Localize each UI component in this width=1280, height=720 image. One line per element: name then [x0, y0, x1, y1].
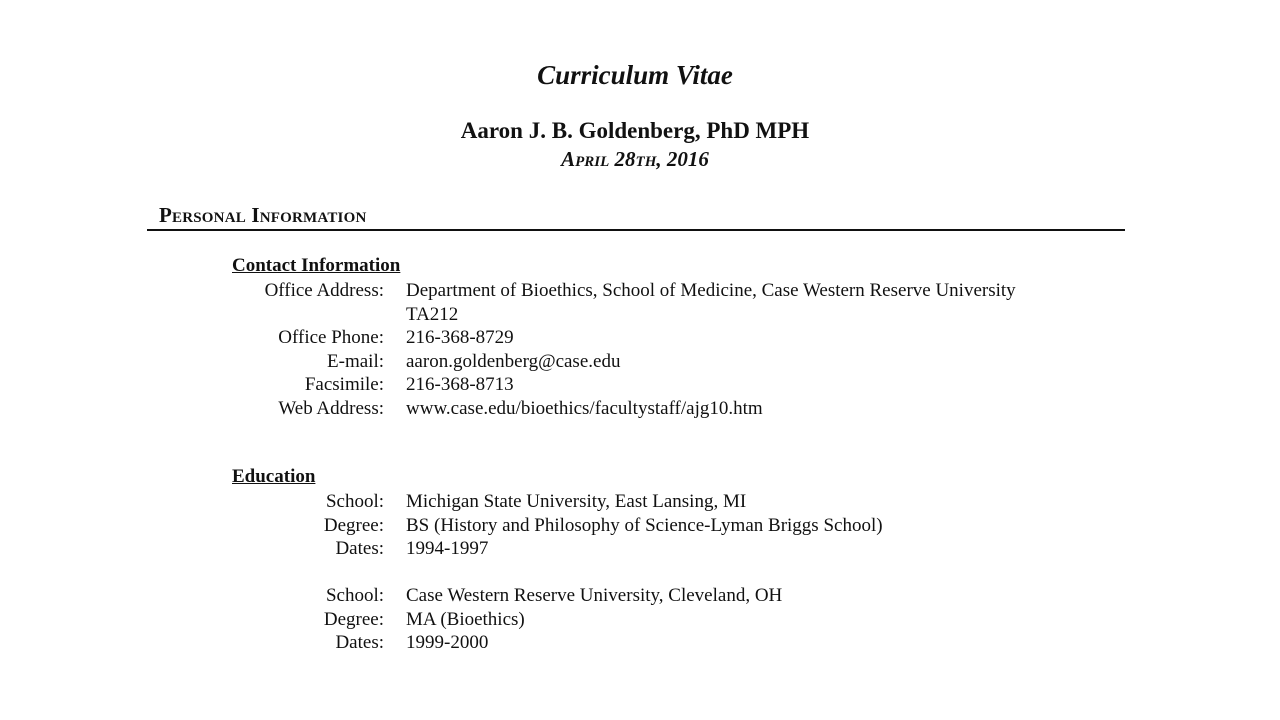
person-name: Aaron J. B. Goldenberg, PhD MPH: [460, 118, 810, 143]
contact-label: Facsimile:: [304, 374, 384, 395]
education-value: Case Western Reserve University, Cleveland, OH: [406, 585, 783, 606]
cv-date: April 28th, 2016: [561, 147, 709, 171]
contact-row-office-phone: [232, 326, 1132, 350]
contact-row-facsimile: [232, 373, 1132, 397]
education-value: Michigan State University, East Lansing, MI: [406, 491, 747, 512]
education-row-dates: [232, 537, 1132, 561]
contact-value: www.case.edu/bioethics/facultystaff/ajg10.htm: [406, 397, 763, 419]
contact-value: Department of Bioethics, School of Medicine, Case Western Reserve University: [406, 280, 1016, 301]
section-divider: [147, 229, 1125, 231]
education-label: Dates:: [335, 538, 384, 559]
education-value: BS (History and Philosophy of Science-Lyman Briggs School): [406, 514, 883, 536]
contact-row-email: [232, 350, 1132, 374]
contact-row-office-address: [232, 279, 1132, 303]
education-label: Degree:: [323, 608, 384, 630]
contact-label: Office Phone:: [278, 327, 384, 348]
contact-information-list: [232, 279, 1132, 420]
education-row-school: [232, 490, 1132, 514]
education-value: MA (Bioethics): [406, 608, 525, 630]
contact-label: [232, 303, 384, 327]
contact-row-web-address: [232, 397, 1132, 421]
contact-value: aaron.goldenberg@case.edu: [406, 350, 621, 372]
contact-label: Office Address:: [264, 280, 384, 301]
cv-title: Curriculum Vitae: [537, 60, 733, 90]
section-heading-personal-information: Personal Information: [159, 203, 367, 227]
contact-information-heading: Contact Information: [232, 255, 401, 276]
education-list: [232, 490, 1132, 655]
contact-label: Web Address:: [278, 397, 384, 419]
education-row-degree: [232, 608, 1132, 632]
contact-value: 216-368-8713: [406, 374, 514, 395]
education-label: School:: [325, 585, 384, 606]
contact-value: 216-368-8729: [406, 327, 514, 348]
education-label: Degree:: [323, 514, 384, 536]
education-value: 1994-1997: [406, 538, 489, 559]
education-value: 1999-2000: [406, 632, 489, 653]
education-entry-spacer: [232, 561, 1132, 585]
education-row-degree: [232, 514, 1132, 538]
education-row-school: [232, 584, 1132, 608]
contact-row-office-address-continued: [232, 303, 1132, 327]
education-label: Dates:: [335, 632, 384, 653]
contact-value: TA212: [406, 303, 459, 325]
education-label: School:: [325, 491, 384, 512]
education-row-dates: [232, 631, 1132, 655]
education-heading: Education: [232, 466, 316, 487]
contact-label: E-mail:: [327, 350, 384, 372]
